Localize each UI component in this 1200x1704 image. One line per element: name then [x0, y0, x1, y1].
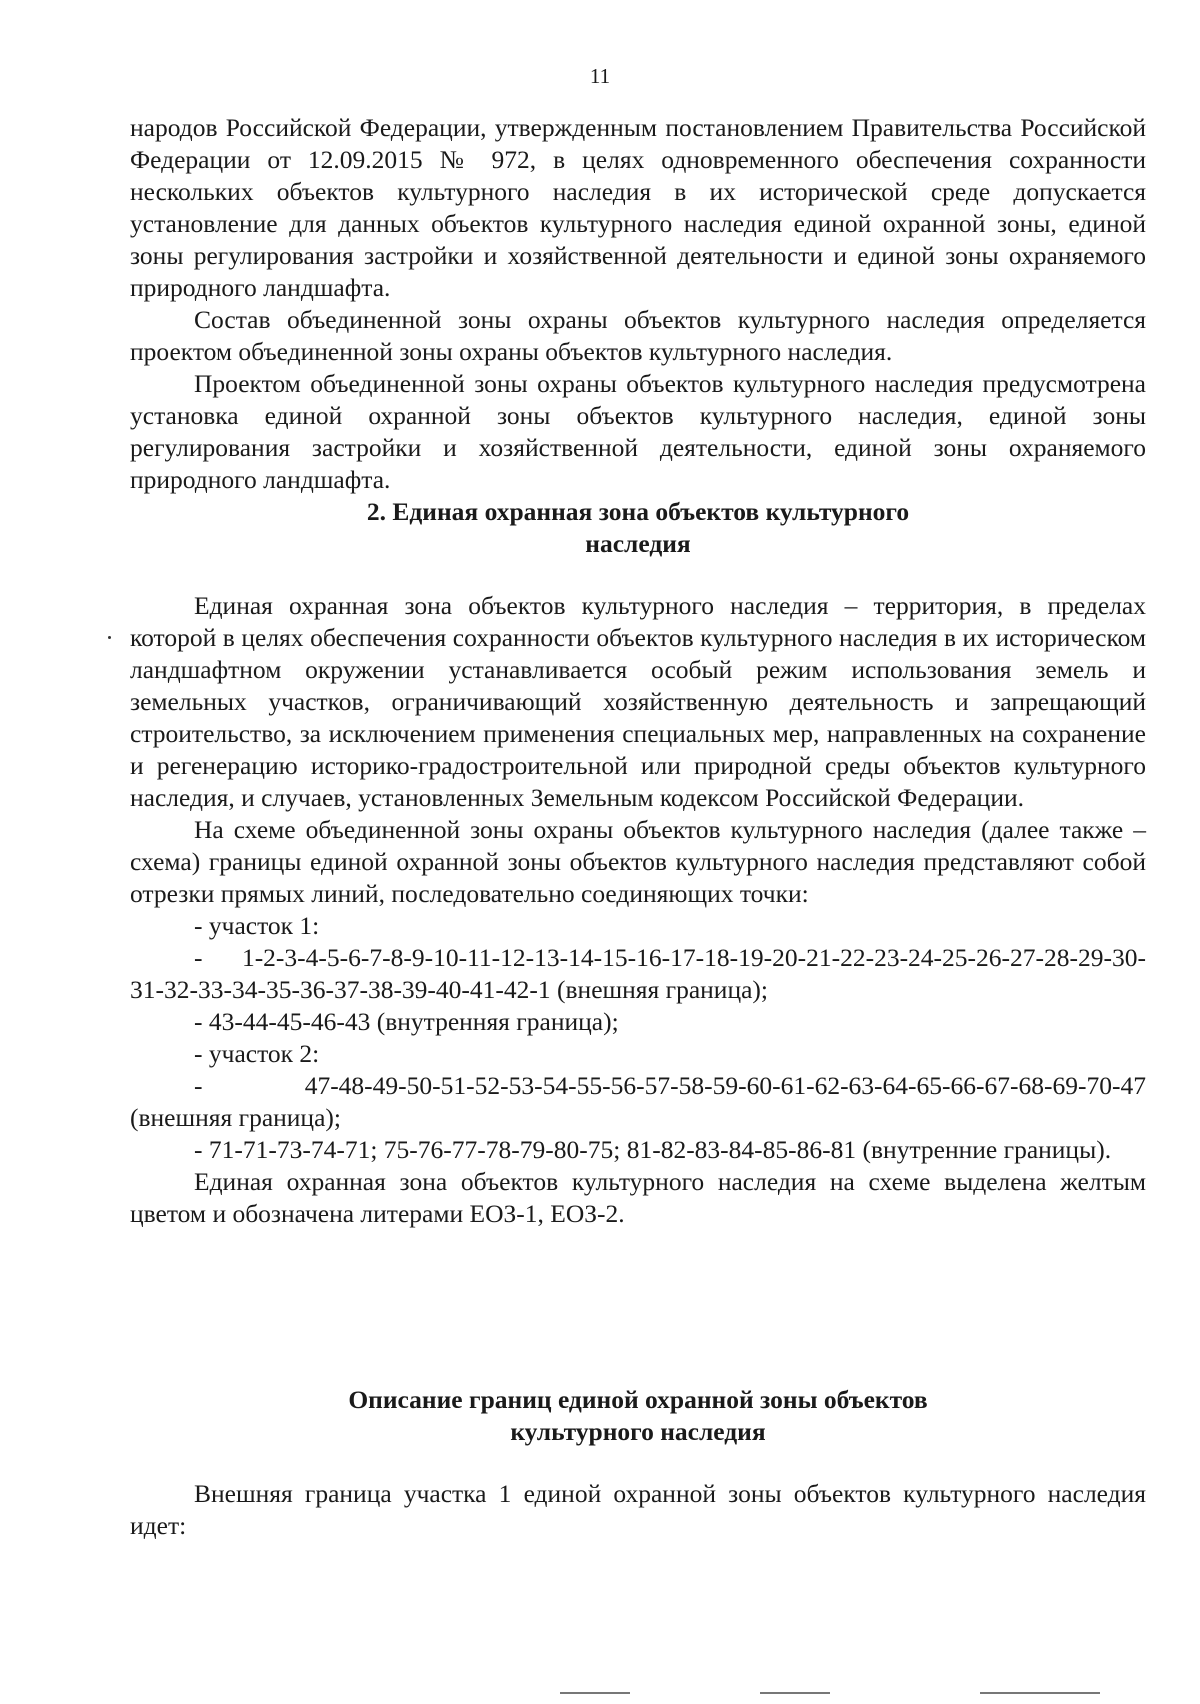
- page-number: 11: [589, 64, 611, 88]
- section-2-heading: [130, 496, 1146, 560]
- description-heading: [130, 1384, 1146, 1448]
- description-heading-line-1: Описание границ единой охранной зоны объектов: [348, 1385, 928, 1414]
- section-2-paragraph-1: Единая охранная зона объектов культурного наследия – территория, в пределах которой в целях обеспечения сохранности объектов культурного наследия в их историческом ландшафтном окружении устанавливается особый режим использования земель и земельных участков, ограничивающий хозяйственную деятельность и запрещающий строительство, за исключением применения специальных мер, направленных на сохранение и регенерацию историко-градостроительной или природной среды объектов культурного наследия, и случаев, установленных Земельным кодексом Российской Федерации.: [130, 591, 1146, 812]
- scan-speck: [108, 636, 111, 639]
- boundary-list-item: - участок 1:: [194, 911, 320, 940]
- boundary-list-item: - 43-44-45-46-43 (внутренняя граница);: [194, 1007, 619, 1036]
- intro-paragraph-3: Проектом объединенной зоны охраны объектов культурного наследия предусмотрена установка единой охранной зоны объектов культурного наследия, единой зоны регулирования застройки и хозяйственной деятельности, единой зоны охраняемого природного ландшафта.: [130, 369, 1146, 494]
- description-paragraph-1: Внешняя граница участка 1 единой охранной зоны объектов культурного наследия идет:: [130, 1479, 1146, 1540]
- intro-paragraph-1: народов Российской Федерации, утвержденным постановлением Правительства Российской Федерации от 12.09.2015 № 972, в целях одновременного обеспечения сохранности нескольких объектов культурного наследия в их исторической среде допускается установление для данных объектов культурного наследия единой охранной зоны, единой зоны регулирования застройки и хозяйственной деятельности и единой зоны охраняемого природного ландшафта.: [130, 113, 1146, 302]
- section-2-paragraph-3: Единая охранная зона объектов культурного наследия на схеме выделена желтым цветом и обозначена литерами ЕОЗ-1, ЕОЗ-2.: [130, 1167, 1146, 1228]
- scan-edge-mark: [980, 1692, 1100, 1694]
- boundary-list-item: - 71-71-73-74-71; 75-76-77-78-79-80-75; 81-82-83-84-85-86-81 (внутренние границы).: [194, 1135, 1112, 1164]
- boundary-list-item: - 1-2-3-4-5-6-7-8-9-10-11-12-13-14-15-16-17-18-19-20-21-22-23-24-25-26-27-28-29-30-31-32-33-34-35-36-37-38-39-40-41-42-1 (внешняя граница);: [130, 943, 1146, 1004]
- description-heading-line-2: культурного наследия: [510, 1417, 766, 1446]
- intro-block: [130, 112, 1146, 496]
- section-2-heading-line-1: 2. Единая охранная зона объектов культурного: [366, 497, 910, 526]
- description-body: [130, 1478, 1146, 1542]
- boundary-list-item: - участок 2:: [194, 1039, 320, 1068]
- scan-edge-mark: [560, 1692, 630, 1694]
- section-2-heading-line-2: наследия: [585, 529, 691, 558]
- boundary-list-item: - 47-48-49-50-51-52-53-54-55-56-57-58-59-60-61-62-63-64-65-66-67-68-69-70-47 (внешняя граница);: [130, 1071, 1146, 1132]
- section-2-body: [130, 590, 1146, 1230]
- intro-paragraph-2: Состав объединенной зоны охраны объектов культурного наследия определяется проектом объединенной зоны охраны объектов культурного наследия.: [130, 305, 1146, 366]
- scan-edge-mark: [760, 1692, 830, 1694]
- section-2-paragraph-2: На схеме объединенной зоны охраны объектов культурного наследия (далее также – схема) границы единой охранной зоны объектов культурного наследия представляют собой отрезки прямых линий, последовательно соединяющих точки:: [130, 815, 1146, 908]
